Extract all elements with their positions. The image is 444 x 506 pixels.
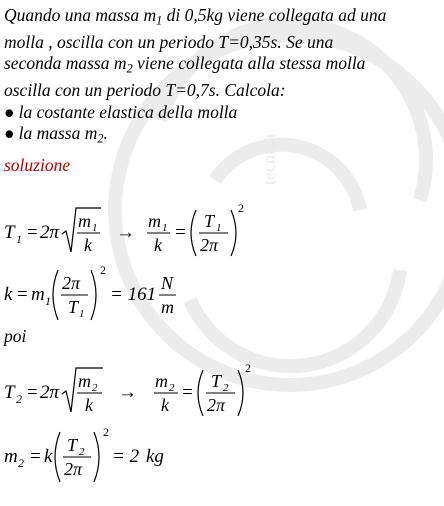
svg-text:2π: 2π — [64, 459, 83, 479]
svg-text:1: 1 — [45, 294, 51, 308]
svg-text:k: k — [84, 235, 92, 255]
svg-text:=: = — [175, 222, 186, 243]
svg-text:1: 1 — [216, 222, 222, 234]
solution-label: soluzione — [4, 155, 71, 175]
svg-text:k: k — [4, 284, 13, 305]
svg-text:2: 2 — [103, 425, 109, 439]
svg-text:= 161: = 161 — [110, 284, 157, 305]
svg-text:2: 2 — [169, 382, 175, 394]
svg-text:2: 2 — [223, 382, 229, 394]
svg-text:=: = — [27, 382, 38, 403]
svg-text:m: m — [148, 211, 161, 231]
svg-text:k: k — [85, 395, 93, 415]
svg-text:k: k — [44, 446, 53, 467]
svg-text:= 2: = 2 — [112, 446, 140, 467]
svg-text:m: m — [4, 446, 18, 467]
problem-line-3: seconda massa $m_2$ viene collegata alla stessa molla — [4, 53, 366, 76]
svg-text:2π: 2π — [40, 382, 60, 403]
svg-text:k: k — [161, 395, 169, 415]
svg-text:T: T — [4, 222, 15, 243]
svg-text:N: N — [161, 273, 174, 293]
svg-text:2π: 2π — [207, 395, 226, 415]
svg-text:2: 2 — [245, 361, 251, 375]
equation-elastic-constant — [0, 262, 444, 342]
svg-text:kg: kg — [146, 446, 164, 467]
svg-text:2: 2 — [18, 456, 24, 470]
svg-text:m: m — [155, 371, 168, 391]
svg-text:2π: 2π — [62, 273, 81, 293]
problem-line-1: Quando una massa $m_1$ di 0,5kg viene collegata ad una — [4, 5, 387, 28]
svg-text:=: = — [182, 382, 193, 403]
svg-text:1: 1 — [79, 308, 85, 320]
svg-text:m: m — [161, 297, 174, 317]
arrow-icon: → — [116, 222, 135, 243]
svg-text:T: T — [211, 371, 222, 391]
svg-text:=: = — [30, 446, 41, 467]
arrow-icon: → — [118, 382, 137, 403]
svg-text:T: T — [204, 211, 215, 231]
svg-text:2: 2 — [92, 382, 98, 394]
bullet-icon: ● — [4, 123, 15, 144]
svg-text:2π: 2π — [200, 235, 219, 255]
watermark-text: tecnica — [259, 134, 279, 185]
bullet-item: ● la costante elastica della molla — [4, 101, 238, 122]
svg-text:2: 2 — [238, 201, 244, 215]
bullet-icon: ● — [4, 101, 15, 122]
poi-label: poi — [4, 326, 27, 346]
svg-text:2: 2 — [100, 263, 106, 277]
svg-text:1: 1 — [92, 222, 98, 234]
svg-text:2: 2 — [16, 392, 22, 406]
svg-text:m: m — [31, 284, 45, 305]
svg-text:2: 2 — [79, 446, 85, 458]
svg-text:1: 1 — [16, 232, 22, 246]
svg-text:k: k — [154, 235, 162, 255]
problem-line-4: oscilla con un periodo T=0,7s. Calcola: — [4, 80, 286, 101]
svg-text:2π: 2π — [40, 222, 60, 243]
svg-text:=: = — [27, 222, 38, 243]
bullet-item: ● la massa $m_2$. — [4, 123, 108, 146]
svg-text:m: m — [78, 371, 91, 391]
svg-text:T: T — [4, 382, 15, 403]
problem-statement — [4, 5, 440, 150]
svg-text:T: T — [68, 297, 79, 317]
svg-text:T: T — [67, 435, 78, 455]
svg-text:m: m — [78, 211, 91, 231]
svg-text:1: 1 — [162, 222, 168, 234]
equation-mass-2 — [0, 424, 444, 504]
problem-line-2: molla , oscilla con un periodo T=0,35s. Se una — [4, 31, 334, 52]
svg-text:=: = — [17, 284, 28, 305]
